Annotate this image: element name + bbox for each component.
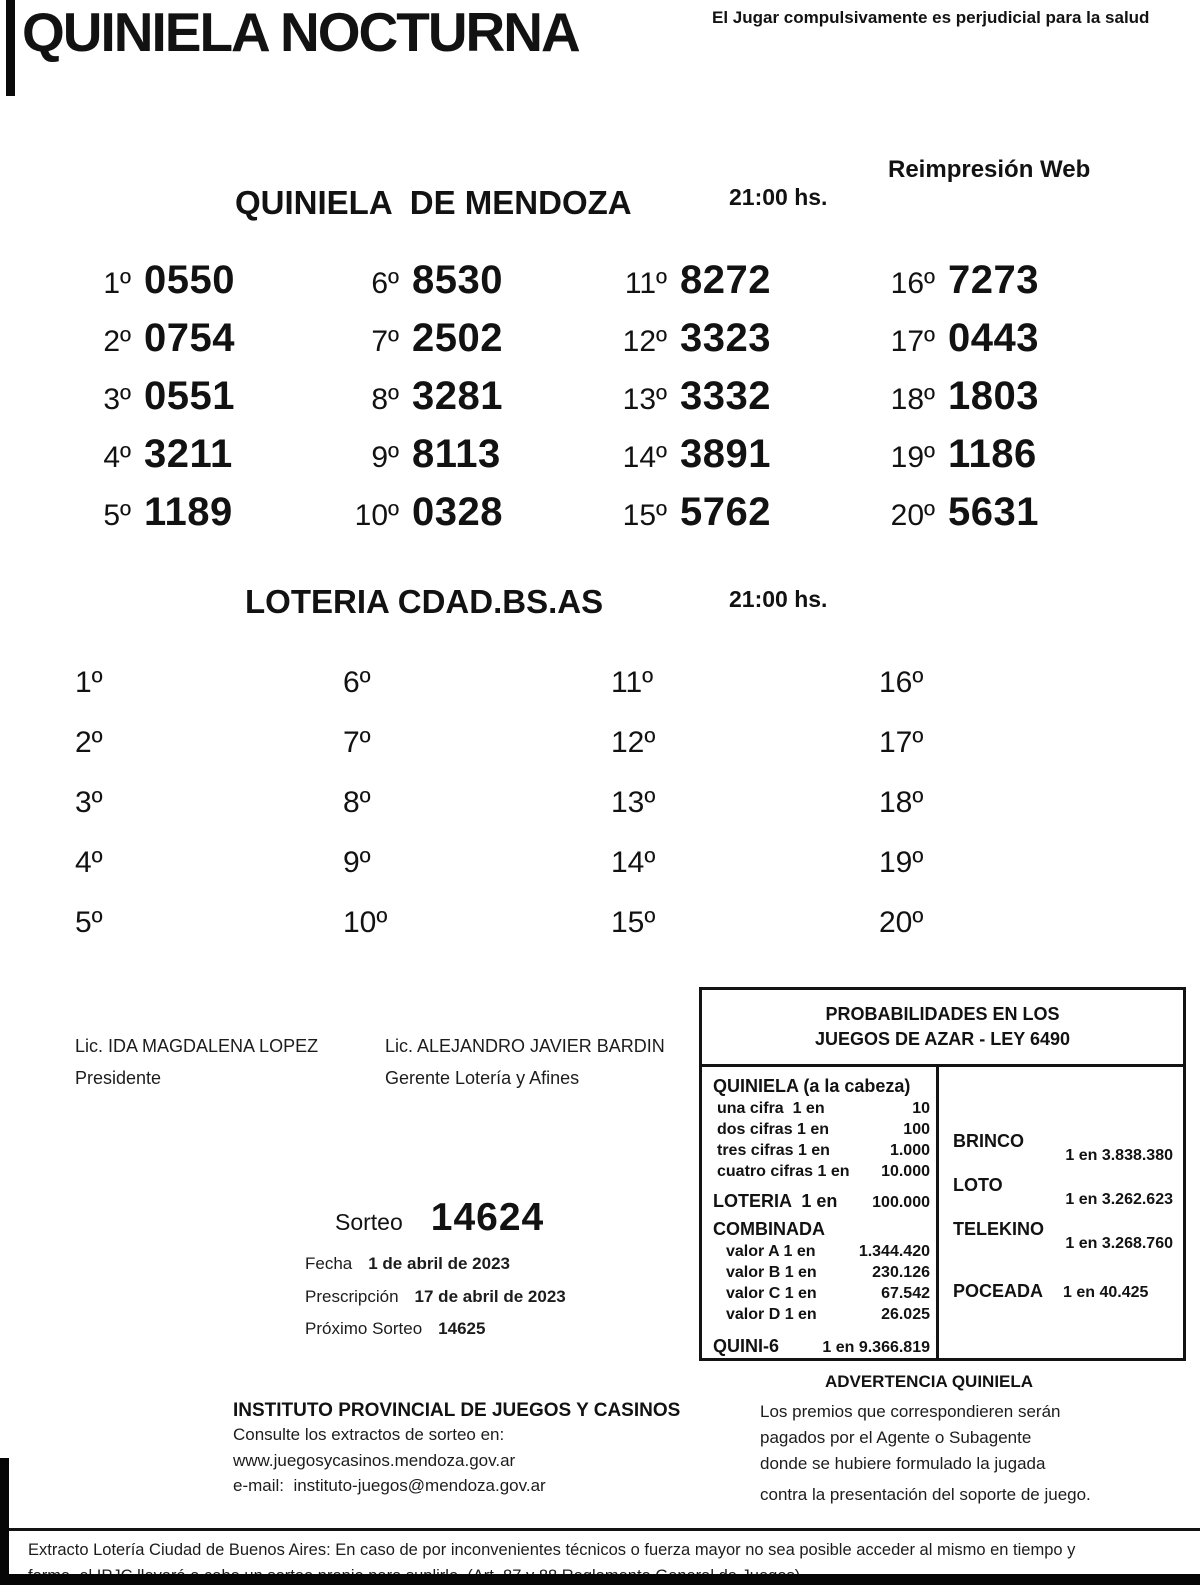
loteria-odds-row: [713, 1191, 930, 1213]
result-position: 20º: [890, 499, 935, 532]
position-cell: [343, 846, 611, 906]
position-cell: [879, 906, 1147, 966]
odds-value: 100: [903, 1121, 930, 1138]
result-value: 3323: [680, 316, 771, 360]
result-position: 5º: [103, 499, 131, 532]
position-label: 7º: [343, 726, 371, 759]
institute-block: [233, 1400, 680, 1499]
bsas-section-title: LOTERIA CDAD.BS.AS: [245, 583, 604, 620]
game-name: LOTO: [953, 1175, 1003, 1195]
quiniela-odds-header: QUINIELA (a la cabeza): [713, 1076, 911, 1096]
footer-note-line1: Extracto Lotería Ciudad de Buenos Aires: En caso de por inconvenientes técnicos o fuerza mayor no sea posible acceder al mismo en tiempo y: [28, 1541, 1076, 1559]
position-cell: [879, 666, 1147, 726]
probabilities-left-column: [702, 1067, 936, 1361]
game-odds-value: 1 en 3.262.623: [1065, 1191, 1173, 1208]
result-value: 0754: [144, 316, 235, 360]
odds-label: dos cifras 1 en: [717, 1121, 830, 1138]
position-label: 19º: [879, 846, 924, 879]
position-cell: [879, 786, 1147, 846]
result-position: 15º: [622, 499, 667, 532]
position-cell: [343, 666, 611, 726]
result-position: 19º: [890, 441, 935, 474]
result-value: 2502: [412, 316, 503, 360]
result-cell: [75, 374, 343, 432]
odds-label: una cifra 1 en: [717, 1100, 825, 1117]
result-position: 13º: [622, 383, 667, 416]
position-cell: [343, 906, 611, 966]
odds-value: 230.126: [872, 1264, 930, 1281]
game-name: BRINCO: [953, 1131, 1024, 1151]
result-cell: [879, 316, 1147, 374]
result-position: 1º: [103, 267, 131, 300]
result-value: 8530: [412, 258, 503, 302]
advertencia-line: contra la presentación del soporte de juego.: [760, 1485, 1091, 1504]
result-position: 2º: [103, 325, 131, 358]
position-cell: [879, 726, 1147, 786]
result-position: 14º: [622, 441, 667, 474]
position-cell: [343, 726, 611, 786]
position-cell: [611, 846, 879, 906]
game-odds-value: 1 en 3.838.380: [1065, 1147, 1173, 1164]
combinada-header: COMBINADA: [713, 1219, 825, 1239]
position-cell: [75, 726, 343, 786]
institute-line: Consulte los extractos de sorteo en:: [233, 1425, 505, 1444]
sorteo-label: Sorteo: [335, 1209, 403, 1235]
probabilities-title-line2: JUEGOS DE AZAR - LEY 6490: [814, 1029, 1071, 1049]
probabilities-title: [702, 990, 1183, 1067]
next-draw-row: [305, 1319, 485, 1339]
odds-value: 26.025: [881, 1306, 930, 1323]
official-role: Presidente: [75, 1068, 162, 1088]
position-cell: [611, 786, 879, 846]
official-name: Lic. ALEJANDRO JAVIER BARDIN: [385, 1036, 665, 1056]
gambling-warning: El Jugar compulsivamente es perjudicial para la salud: [712, 8, 1150, 27]
advertencia-text: [726, 1399, 1132, 1508]
position-label: 4º: [75, 846, 103, 879]
position-label: 3º: [75, 786, 103, 819]
game-odds: [953, 1219, 1173, 1254]
result-value: 3211: [144, 432, 233, 476]
odds-row: [713, 1161, 930, 1182]
result-cell: [343, 374, 611, 432]
top-left-bar: [6, 0, 15, 96]
result-cell: [75, 432, 343, 490]
game-odds: [953, 1175, 1173, 1210]
result-cell: [343, 316, 611, 374]
result-cell: [343, 490, 611, 548]
game-odds-value: 1 en 40.425: [1063, 1284, 1149, 1301]
result-position: 11º: [624, 267, 667, 300]
proximo-label: Próximo Sorteo: [305, 1319, 423, 1338]
position-label: 8º: [343, 786, 371, 819]
odds-value: 100.000: [872, 1194, 930, 1211]
position-label: 6º: [343, 666, 371, 699]
position-label: 1º: [75, 666, 103, 699]
odds-row: [713, 1098, 930, 1119]
result-value: 7273: [948, 258, 1039, 302]
proximo-value: 14625: [438, 1319, 486, 1338]
poceada-odds-row: [953, 1281, 1173, 1302]
probabilities-body: [702, 1067, 1183, 1361]
odds-label: valor D 1 en: [726, 1306, 817, 1323]
position-cell: [611, 726, 879, 786]
probabilities-box: [699, 987, 1186, 1361]
result-value: 0550: [144, 258, 235, 302]
advertencia-line: Los premios que correspondieren serán: [760, 1402, 1061, 1421]
game-name: POCEADA: [953, 1281, 1044, 1301]
result-position: 7º: [371, 325, 399, 358]
position-cell: [343, 786, 611, 846]
result-cell: [611, 490, 879, 548]
result-position: 18º: [890, 383, 935, 416]
draw-date-row: [305, 1254, 510, 1274]
institute-email: e-mail: instituto-juegos@mendoza.gov.ar: [233, 1476, 546, 1495]
odds-label: cuatro cifras 1 en: [717, 1163, 850, 1180]
result-cell: [879, 432, 1147, 490]
mendoza-results-grid: [75, 258, 1147, 548]
result-value: 3891: [680, 432, 771, 476]
odds-value: 1.000: [889, 1142, 930, 1159]
odds-row: [713, 1241, 930, 1262]
odds-row: [713, 1262, 930, 1283]
advertencia-line: donde se hubiere formulado la jugada: [760, 1454, 1046, 1473]
result-cell: [879, 374, 1147, 432]
result-value: 0328: [412, 490, 503, 534]
odds-value: 10: [912, 1100, 930, 1117]
position-label: 9º: [343, 846, 371, 879]
position-cell: [75, 786, 343, 846]
result-value: 1189: [144, 490, 233, 534]
position-label: 18º: [879, 786, 924, 819]
position-cell: [611, 906, 879, 966]
advertencia-title: ADVERTENCIA QUINIELA: [824, 1372, 1034, 1391]
official-manager: [385, 1036, 665, 1089]
game-name: TELEKINO: [953, 1219, 1045, 1239]
result-cell: [343, 258, 611, 316]
prescripcion-value: 17 de abril de 2023: [414, 1287, 566, 1306]
draw-number-row: [335, 1196, 544, 1240]
result-cell: [879, 258, 1147, 316]
odds-value: 10.000: [881, 1163, 930, 1180]
position-cell: [611, 666, 879, 726]
result-value: 8272: [680, 258, 771, 302]
odds-value: 1.344.420: [858, 1243, 930, 1260]
odds-row: [713, 1304, 930, 1325]
position-cell: [75, 846, 343, 906]
odds-row: [713, 1119, 930, 1140]
result-cell: [879, 490, 1147, 548]
position-label: 12º: [611, 726, 656, 759]
footer-divider-line: [0, 1528, 1200, 1531]
result-position: 3º: [103, 383, 131, 416]
position-cell: [879, 846, 1147, 906]
odds-label: valor B 1 en: [726, 1264, 817, 1281]
position-cell: [75, 906, 343, 966]
position-label: 10º: [343, 906, 388, 939]
advertencia-line: pagados por el Agente o Subagente: [760, 1428, 1032, 1447]
probabilities-right-column: [939, 1067, 1183, 1361]
prescription-row: [305, 1287, 566, 1307]
result-value: 1803: [948, 374, 1039, 418]
position-label: 20º: [879, 906, 924, 939]
result-value: 3332: [680, 374, 771, 418]
bottom-left-bar: [0, 1458, 9, 1585]
result-cell: [343, 432, 611, 490]
position-label: 17º: [879, 726, 924, 759]
official-role: Gerente Lotería y Afines: [385, 1068, 580, 1088]
prescripcion-label: Prescripción: [305, 1287, 399, 1306]
result-position: 6º: [371, 267, 399, 300]
result-position: 8º: [371, 383, 399, 416]
odds-label: LOTERIA 1 en: [713, 1191, 838, 1211]
result-position: 4º: [103, 441, 131, 474]
official-president: [75, 1036, 318, 1089]
institute-name: INSTITUTO PROVINCIAL DE JUEGOS Y CASINOS: [233, 1400, 681, 1421]
result-position: 17º: [890, 325, 935, 358]
position-label: 2º: [75, 726, 103, 759]
official-name: Lic. IDA MAGDALENA LOPEZ: [75, 1036, 319, 1056]
result-value: 5631: [948, 490, 1039, 534]
result-cell: [75, 490, 343, 548]
odds-label: valor C 1 en: [726, 1285, 817, 1302]
result-cell: [611, 316, 879, 374]
result-value: 1186: [948, 432, 1037, 476]
position-cell: [75, 666, 343, 726]
advertencia-block: [726, 1372, 1132, 1508]
odds-label: QUINI-6: [713, 1336, 780, 1356]
result-position: 16º: [890, 267, 935, 300]
fecha-value: 1 de abril de 2023: [368, 1254, 510, 1273]
sorteo-number: 14624: [430, 1196, 545, 1239]
odds-value: 1 en 9.366.819: [822, 1339, 930, 1356]
probabilities-title-line1: PROBABILIDADES EN LOS: [825, 1004, 1060, 1024]
result-value: 0443: [948, 316, 1039, 360]
result-position: 10º: [354, 499, 399, 532]
position-label: 15º: [611, 906, 656, 939]
position-label: 13º: [611, 786, 656, 819]
mendoza-draw-time: 21:00 hs.: [729, 184, 828, 210]
bsas-positions-grid: [75, 666, 1147, 966]
odds-value: 67.542: [881, 1285, 930, 1302]
page-title: QUINIELA NOCTURNA: [22, 1, 579, 63]
institute-website: www.juegosycasinos.mendoza.gov.ar: [233, 1450, 516, 1470]
result-value: 5762: [680, 490, 771, 534]
game-odds: [953, 1131, 1173, 1166]
odds-row: [713, 1140, 930, 1161]
quini6-odds-row: [713, 1336, 930, 1358]
odds-label: valor A 1 en: [726, 1243, 816, 1260]
position-label: 16º: [879, 666, 924, 699]
position-label: 14º: [611, 846, 656, 879]
result-value: 0551: [144, 374, 235, 418]
result-cell: [611, 258, 879, 316]
result-cell: [611, 374, 879, 432]
bottom-bar: [0, 1574, 1200, 1585]
odds-row: [713, 1283, 930, 1304]
result-position: 9º: [371, 441, 399, 474]
position-label: 5º: [75, 906, 103, 939]
result-cell: [75, 316, 343, 374]
bsas-draw-time: 21:00 hs.: [729, 586, 828, 612]
result-value: 8113: [412, 432, 501, 476]
result-position: 12º: [622, 325, 667, 358]
reprint-label: Reimpresión Web: [888, 156, 1091, 183]
result-cell: [75, 258, 343, 316]
result-value: 3281: [412, 374, 503, 418]
result-cell: [611, 432, 879, 490]
odds-label: tres cifras 1 en: [717, 1142, 830, 1159]
position-label: 11º: [611, 666, 654, 699]
mendoza-section-title: QUINIELA DE MENDOZA: [235, 184, 632, 221]
fecha-label: Fecha: [305, 1254, 353, 1273]
game-odds-value: 1 en 3.268.760: [1065, 1235, 1173, 1252]
